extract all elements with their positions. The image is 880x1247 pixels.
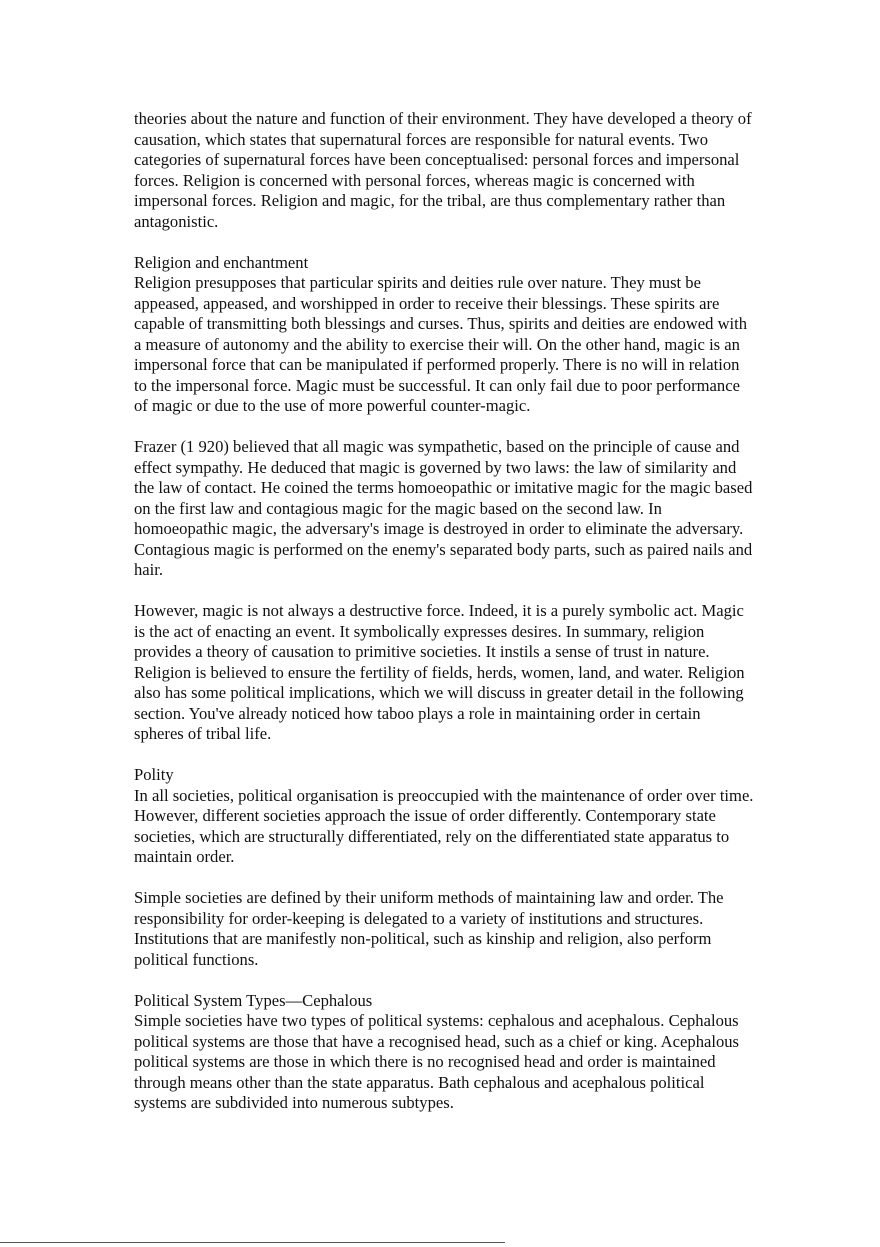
paragraph-environment-theories: theories about the nature and function of their environment. They have developed a theory of causation, which states that supernatural forces are responsible for natural events. Two categories of supernatural forces have been conceptualised: personal forces and impersonal forces. Religion is concerned with personal forces, whereas magic is concerned with impersonal forces. Religion and magic, for the tribal, are thus complementary rather than antagonistic. — [134, 109, 752, 231]
paragraph-frazer-magic: Frazer (1 920) believed that all magic was sympathetic, based on the principle of cause and effect sympathy. He deduced that magic is governed by two laws: the law of similarity and the law of contact. He coined the terms homoeopathic or imitative magic for the magic based on the first law and contagious magic for the magic based on the second law. In homoeopathic magic, the adversary's image is destroyed in order to eliminate the adversary. Contagious magic is performed on the enemy's separated body parts, such as paired nails and hair. — [134, 437, 753, 579]
footnote-divider — [0, 1242, 505, 1243]
paragraph-magic-symbolic-act: However, magic is not always a destructive force. Indeed, it is a purely symbolic act. Magic is the act of enacting an event. It symbolically expresses desires. In summary, religion provides a theory of causation to primitive societies. It instils a sense of trust in nature. Religion is believed to ensure the fertility of fields, herds, women, land, and water. Religion also has some political implications, which we will discuss in greater detail in the following section. You've already noticed how taboo plays a role in maintaining order in certain spheres of tribal life. — [134, 601, 745, 743]
paragraph-simple-societies-order: Simple societies are defined by their uniform methods of maintaining law and order. The responsibility for order-keeping is delegated to a variety of institutions and structures. Institutions that are manifestly non-political, such as kinship and religion, also perform political functions. — [134, 888, 724, 969]
paragraph-cephalous-acephalous: Simple societies have two types of political systems: cephalous and acephalous. Cephalous political systems are those that have a recognised head, such as a chief or king. Acephalous political systems are those in which there is no recognised head and order is maintained through means other than the state apparatus. Bath cephalous and acephalous political systems are subdivided into numerous subtypes. — [134, 1011, 740, 1112]
heading-religion-and-enchantment: Religion and enchantment — [134, 252, 309, 272]
heading-polity: Polity — [134, 765, 174, 784]
paragraph-political-organisation: In all societies, political organisation is preoccupied with the maintenance of order over time. However, different societies approach the issue of order differently. Contemporary state societies, which are structurally differentiated, rely on the differentiated state apparatus to maintain order. — [134, 785, 754, 866]
heading-political-system-types: Political System Types—Cephalous — [134, 990, 373, 1010]
document-page — [134, 109, 754, 1134]
paragraph-religion-presupposes: Religion presupposes that particular spirits and deities rule over nature. They must be appeased, appeased, and worshipped in order to receive their blessings. These spirits are capable of transmitting both blessings and curses. Thus, spirits and deities are endowed with a measure of autonomy and the ability to exercise their will. On the other hand, magic is an impersonal force that can be manipulated if performed properly. There is no will in relation to the impersonal force. Magic must be successful. It can only fail due to poor performance of magic or due to the use of more powerful counter-magic. — [134, 273, 748, 415]
